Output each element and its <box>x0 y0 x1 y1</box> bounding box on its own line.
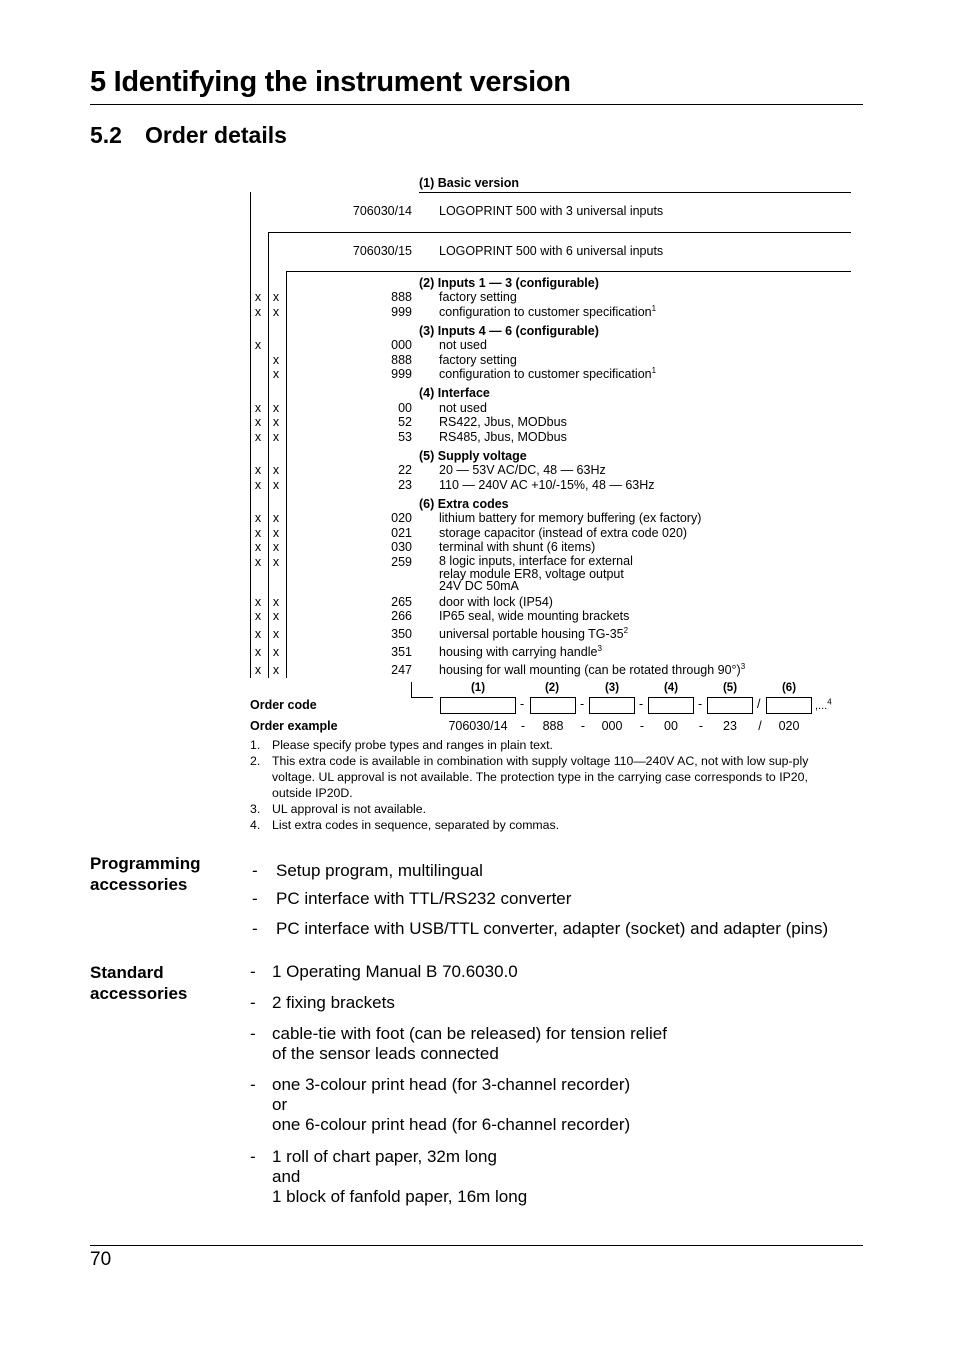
order-field-5[interactable] <box>707 697 753 714</box>
mark-col2: x <box>272 401 280 415</box>
order-separator: - <box>698 697 703 711</box>
basic-desc: LOGOPRINT 500 with 6 universal inputs <box>439 244 664 258</box>
option-code: 265 <box>391 595 412 609</box>
option-desc-text: configuration to customer specification <box>439 305 652 319</box>
order-bracket-left <box>411 682 412 698</box>
option-code: 999 <box>391 305 412 319</box>
mark-col2: x <box>272 305 280 319</box>
page-number: 70 <box>90 1249 112 1270</box>
mark-col2: x <box>272 526 280 540</box>
mark-col2: x <box>272 463 280 477</box>
footer-rule <box>90 1245 863 1246</box>
option-code: 999 <box>391 367 412 381</box>
footnote-ref: 2 <box>623 625 629 635</box>
mark-col1: x <box>254 555 262 569</box>
basic-desc: LOGOPRINT 500 with 3 universal inputs <box>439 204 664 218</box>
section-title <box>90 122 287 149</box>
dash: - <box>250 1075 256 1094</box>
order-trailing-text: ,... <box>815 700 828 712</box>
group-title-basic: (1) Basic version <box>419 176 520 190</box>
group-title: (5) Supply voltage <box>419 449 527 463</box>
mark-col2: x <box>272 353 280 367</box>
mark-col1: x <box>254 478 262 492</box>
programming-item-text: Setup program, multilingual <box>276 861 483 880</box>
order-bracket-bottom <box>411 697 433 698</box>
option-code: 030 <box>391 540 412 554</box>
group-title: (4) Interface <box>419 386 490 400</box>
dash: - <box>250 993 256 1012</box>
mark-col1: x <box>254 415 262 429</box>
footnote-text: Please specify probe types and ranges in plain text. <box>272 738 553 752</box>
chapter-rule <box>90 104 863 105</box>
order-separator: - <box>520 697 525 711</box>
mark-col2: x <box>272 511 280 525</box>
mark-col1: x <box>254 609 262 623</box>
option-desc <box>439 627 628 641</box>
option-desc: RS422, Jbus, MODbus <box>439 415 567 429</box>
option-code: 021 <box>391 526 412 540</box>
mark-col1: x <box>254 511 262 525</box>
option-desc <box>439 645 602 659</box>
option-desc-line: relay module ER8, voltage output <box>439 566 624 581</box>
standard-item-line: one 3-colour print head (for 3-channel recorder) <box>272 1075 631 1094</box>
col-header: (5) <box>722 682 738 694</box>
standard-item-text: 2 fixing brackets <box>272 993 395 1012</box>
dash: - <box>250 1024 256 1043</box>
option-desc <box>439 367 656 381</box>
mark-col2: x <box>272 555 280 569</box>
footnote-number: 4. <box>250 818 261 832</box>
mark-col1: x <box>254 663 262 677</box>
example-value: 00 <box>664 719 678 733</box>
option-code: 259 <box>391 555 412 569</box>
footnote-text: List extra codes in sequence, separated by commas. <box>272 818 560 832</box>
basic-code: 706030/15 <box>352 244 412 258</box>
col-header: (3) <box>604 682 620 694</box>
standard-item-line: cable-tie with foot (can be released) for tension relief <box>272 1024 667 1043</box>
example-separator: / <box>758 719 762 733</box>
mark-col2: x <box>272 478 280 492</box>
option-code: 000 <box>391 338 412 352</box>
option-code: 00 <box>398 401 412 415</box>
option-code: 23 <box>398 478 412 492</box>
mark-col2: x <box>272 645 280 659</box>
col-header: (4) <box>663 682 679 694</box>
example-value: 23 <box>723 719 737 733</box>
mark-col1: x <box>254 430 262 444</box>
dash: - <box>250 1147 256 1166</box>
order-separator: - <box>639 697 644 711</box>
option-desc <box>439 555 633 593</box>
programming-item-text: PC interface with USB/TTL converter, adapter (socket) and adapter (pins) <box>276 919 829 938</box>
option-desc <box>439 305 656 319</box>
mark-col1: x <box>254 305 262 319</box>
option-desc: IP65 seal, wide mounting brackets <box>439 609 630 623</box>
example-value: 706030/14 <box>448 719 508 733</box>
option-desc-line: 8 logic inputs, interface for external <box>439 554 633 568</box>
standard-item-text <box>272 1075 630 1135</box>
option-desc: lithium battery for memory buffering (ex factory) <box>439 511 702 525</box>
mark-col2: x <box>272 627 280 641</box>
order-field-1[interactable] <box>440 697 516 714</box>
mark-col1: x <box>254 595 262 609</box>
option-desc: 110 — 240V AC +10/-15%, 48 — 63Hz <box>439 478 655 492</box>
section-number: 5.2 <box>90 122 122 148</box>
standard-item-text <box>272 1024 667 1064</box>
mark-col2: x <box>272 430 280 444</box>
option-desc: RS485, Jbus, MODbus <box>439 430 567 444</box>
standard-item-line: or <box>272 1095 288 1114</box>
mark-col2: x <box>272 415 280 429</box>
order-field-3[interactable] <box>589 697 635 714</box>
option-desc: storage capacitor (instead of extra code 020) <box>439 526 688 540</box>
footnote-ref: 1 <box>651 303 657 313</box>
mark-col1: x <box>254 463 262 477</box>
option-code: 22 <box>398 463 412 477</box>
footnote-text: UL approval is not available. <box>272 802 427 816</box>
dash: - <box>252 889 258 908</box>
option-code: 53 <box>398 430 412 444</box>
footnote-ref: 3 <box>740 661 746 671</box>
heading-line: accessories <box>90 984 188 1003</box>
standard-accessories-heading <box>90 962 187 1004</box>
basic-code: 706030/14 <box>352 204 412 218</box>
mark-col2: x <box>272 367 280 381</box>
standard-item-line: of the sensor leads connected <box>272 1044 499 1063</box>
footnote-number: 3. <box>250 802 261 816</box>
standard-item-line: one 6-colour print head (for 6-channel recorder) <box>272 1115 631 1134</box>
example-separator: - <box>580 719 586 733</box>
option-desc-text: configuration to customer specification <box>439 367 652 381</box>
basic-rule-3 <box>286 271 851 272</box>
basic-rule-2 <box>268 232 851 233</box>
footnote-ref: 1 <box>651 365 657 375</box>
col-header: (2) <box>544 682 560 694</box>
option-code: 247 <box>391 663 412 677</box>
standard-item-text <box>272 1147 527 1207</box>
option-code: 266 <box>391 609 412 623</box>
footnote-ref: 3 <box>597 643 602 653</box>
standard-item-line: 1 block of fanfold paper, 16m long <box>272 1187 528 1206</box>
footnote-number: 2. <box>250 754 261 768</box>
mark-col2: x <box>272 540 280 554</box>
example-separator: - <box>698 719 704 733</box>
group-title: (6) Extra codes <box>419 497 509 511</box>
col2-rule <box>268 232 269 678</box>
mark-col1: x <box>254 627 262 641</box>
chapter-title: 5 Identifying the instrument version <box>90 66 571 98</box>
mark-col1: x <box>254 290 262 304</box>
order-example-label: Order example <box>250 719 338 733</box>
example-separator: - <box>639 719 645 733</box>
mark-col2: x <box>272 290 280 304</box>
section-name: Order details <box>145 122 287 148</box>
mark-col1: x <box>254 401 262 415</box>
programming-accessories-heading <box>90 853 201 895</box>
option-desc: terminal with shunt (6 items) <box>439 540 596 554</box>
order-separator: - <box>580 697 585 711</box>
example-value: 020 <box>778 719 800 733</box>
col3-rule <box>286 271 287 678</box>
option-desc: door with lock (IP54) <box>439 595 553 609</box>
option-code: 52 <box>398 415 412 429</box>
mark-col2: x <box>272 663 280 677</box>
order-field-4[interactable] <box>648 697 694 714</box>
heading-line: accessories <box>90 875 188 894</box>
option-desc-line: 24V DC 50mA <box>439 579 519 593</box>
option-code: 888 <box>391 353 412 367</box>
option-desc: not used <box>439 338 487 352</box>
option-code: 888 <box>391 290 412 304</box>
mark-col2: x <box>272 595 280 609</box>
mark-col1: x <box>254 540 262 554</box>
order-field-2[interactable] <box>530 697 576 714</box>
option-desc <box>439 663 745 677</box>
basic-rule-top <box>419 192 851 193</box>
order-separator: / <box>757 697 761 711</box>
order-field-6[interactable] <box>766 697 812 714</box>
option-desc-text: housing for wall mounting (can be rotated through 90°) <box>439 663 741 677</box>
standard-item-line: and <box>272 1167 301 1186</box>
programming-item-text: PC interface with TTL/RS232 converter <box>276 889 572 908</box>
dash: - <box>252 919 258 938</box>
footnote-number: 1. <box>250 738 261 752</box>
mark-col2: x <box>272 609 280 623</box>
order-code-label: Order code <box>250 698 317 712</box>
group-title: (2) Inputs 1 — 3 (configurable) <box>419 276 599 290</box>
example-value: 000 <box>601 719 623 733</box>
option-desc-text: universal portable housing TG-35 <box>439 627 624 641</box>
example-value: 888 <box>542 719 564 733</box>
mark-col1: x <box>254 645 262 659</box>
option-desc-text: housing with carrying handle <box>439 645 598 659</box>
order-trailing <box>815 699 832 713</box>
col1-rule <box>250 192 251 678</box>
option-desc: factory setting <box>439 290 517 304</box>
standard-item-text: 1 Operating Manual B 70.6030.0 <box>272 962 518 981</box>
col-header: (1) <box>470 682 486 694</box>
heading-line: Programming <box>90 854 201 873</box>
option-desc: factory setting <box>439 353 517 367</box>
footnote-text: This extra code is available in combination with supply voltage 110—240V AC, not with low sup-ply voltage. UL approval is not available. The protection type in the carrying case corresponds to IP20, outside IP20D. <box>272 754 809 800</box>
option-desc: 20 — 53V AC/DC, 48 — 63Hz <box>439 463 606 477</box>
col-header: (6) <box>781 682 797 694</box>
dash: - <box>252 861 258 880</box>
option-code: 351 <box>391 645 412 659</box>
mark-col1: x <box>254 526 262 540</box>
dash: - <box>250 962 256 981</box>
standard-item-line: 1 roll of chart paper, 32m long <box>272 1147 497 1166</box>
option-code: 020 <box>391 511 412 525</box>
mark-col1: x <box>254 338 262 352</box>
group-title: (3) Inputs 4 — 6 (configurable) <box>419 324 599 338</box>
option-desc: not used <box>439 401 487 415</box>
heading-line: Standard <box>90 963 164 982</box>
footnote-ref: 4 <box>827 697 832 707</box>
option-code: 350 <box>391 627 412 641</box>
example-separator: - <box>520 719 526 733</box>
